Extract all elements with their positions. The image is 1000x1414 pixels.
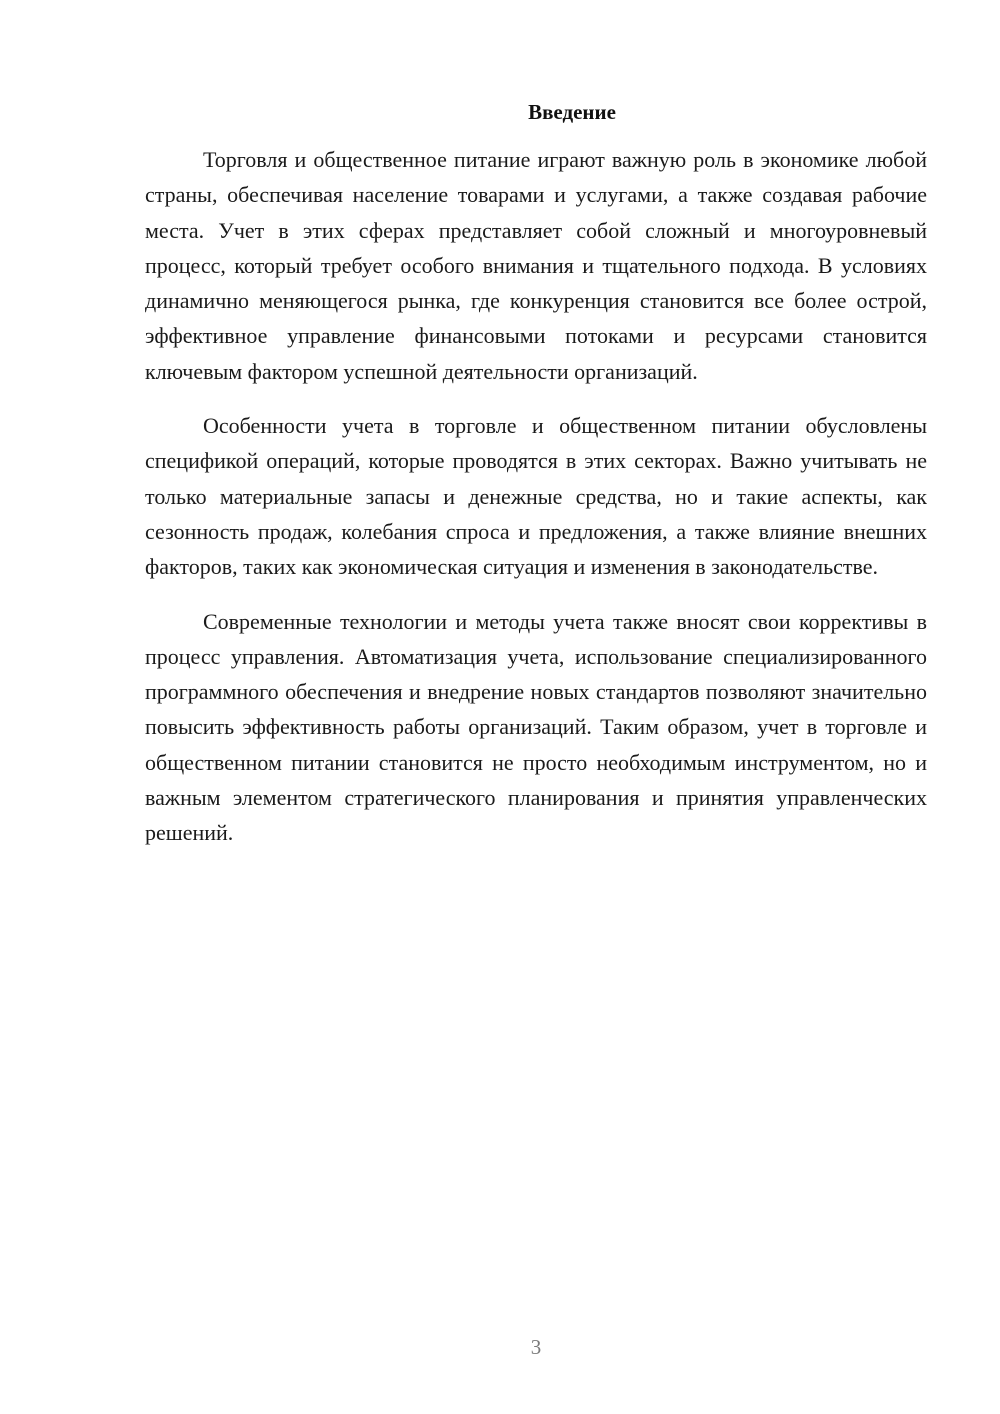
page-number: 3 bbox=[530, 1335, 542, 1359]
paragraph: Современные технологии и методы учета также вносят свои коррективы в процесс управления. Автоматизация учета, использование специализированного программного обеспечения и внедрение новых стандартов позволяют значительно повысить эффективность работы организаций. Таким образом, учет в торговле и общественном питании становится не просто необходимым инструментом, но и важным элементом стратегического планирования и принятия управленческих решений. bbox=[145, 608, 927, 846]
section-heading: Введение bbox=[528, 100, 616, 124]
body-text bbox=[145, 142, 927, 870]
paragraph: Особенности учета в торговле и общественном питании обусловлены спецификой операций, которые проводятся в этих секторах. Важно учитывать не только материальные запасы и денежные средства, но и такие аспекты, как сезонность продаж, колебания спроса и предложения, а также влияние внешних факторов, таких как экономическая ситуация и изменения в законодательстве. bbox=[145, 413, 927, 580]
paragraph: Торговля и общественное питание играют важную роль в экономике любой страны, обеспечивая население товарами и услугами, а также создавая рабочие места. Учет в этих сферах представляет собой сложный и многоуровневый процесс, который требует особого внимания и тщательного подхода. В условиях динамично меняющегося рынка, где конкуренция становится все более острой, эффективное управление финансовыми потоками и ресурсами становится ключевым фактором успешной деятельности организаций. bbox=[145, 147, 927, 384]
